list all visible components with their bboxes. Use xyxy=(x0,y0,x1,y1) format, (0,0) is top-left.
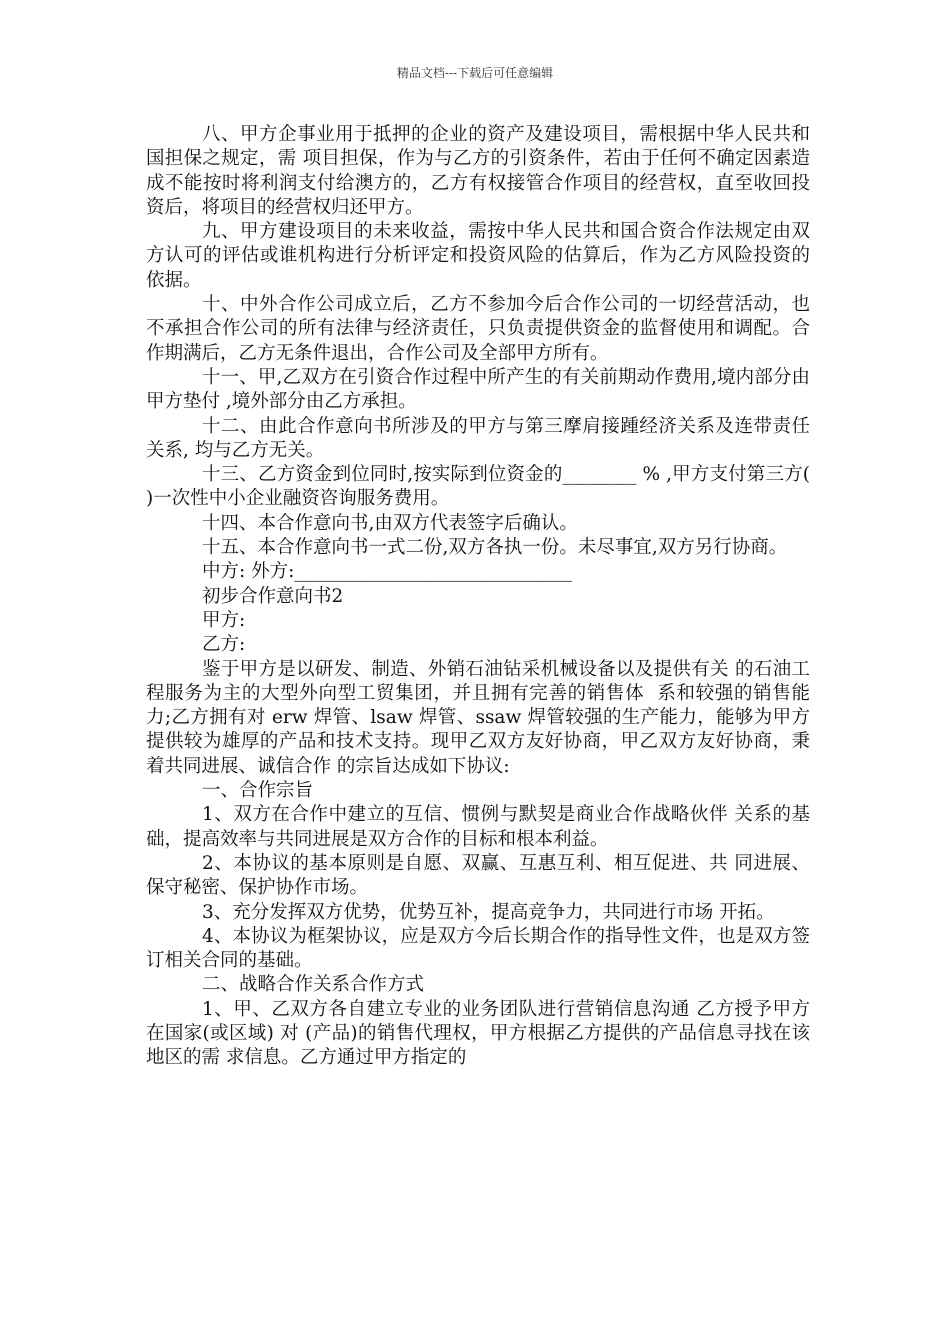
party-b-label: 乙方: xyxy=(202,634,246,656)
paragraph-8: 八、甲方企事业用于抵押的企业的资产及建设项目，需根据中华人民共和国担保之规定，需 项目担保，作为与乙方的引资条件，若由于任何不确定因素造成不能按时将利润支付给澳方的，乙方有权接管合作项目的经营权，直至收回投资后，将项目的经营权归还甲方。 xyxy=(146,124,810,218)
section-heading-2: 二、战略合作关系合作方式 xyxy=(202,974,425,996)
document-2-title: 初步合作意向书2 xyxy=(202,585,344,607)
party-a-label: 甲方: xyxy=(202,609,246,631)
clause-1-2: 2、本协议的基本原则是自愿、双赢、互惠互利、相互促进、共 同进展、保守秘密、保护协作市场。 xyxy=(146,852,810,899)
section-heading-1: 一、合作宗旨 xyxy=(202,780,314,802)
paragraph-10: 十、中外合作公司成立后，乙方不参加今后合作公司的一切经营活动，也不承担合作公司的所有法律与经济责任，只负责提供资金的监督使用和调配。合作期满后，乙方无条件退出，合作公司及全部甲方所有。 xyxy=(146,294,810,364)
paragraph-14: 十四、本合作意向书,由双方代表签字后确认。 xyxy=(202,512,578,534)
document-body xyxy=(146,123,816,1071)
signature-line: 中方: 外方:______________________________ xyxy=(202,561,572,583)
preamble-paragraph: 鉴于甲方是以研发、制造、外销石油钻采机械设备以及提供有关 的石油工程服务为主的大型外向型工贸集团，并且拥有完善的销售体 系和较强的销售能力;乙方拥有对 erw 焊管、lsaw 焊管、ssaw 焊管较强的生产能力，能够为甲方提供较为雄厚的产品和技术支持。现甲乙双方友好协商，甲乙双方友好协商，秉着共同进展、诚信合作 的宗旨达成如下协议: xyxy=(146,658,810,777)
paragraph-13: 十三、乙方资金到位同时,按实际到位资金的________ % ,甲方支付第三方( )一次性中小企业融资咨询服务费用。 xyxy=(146,464,816,510)
clause-2-1: 1、甲、乙双方各自建立专业的业务团队进行营销信息沟通 乙方授予甲方在国家(或区域) 对 (产品)的销售代理权，甲方根据乙方提供的产品信息寻找在该地区的需 求信息。乙方通过甲方指定的 xyxy=(146,998,810,1069)
clause-1-4: 4、本协议为框架协议，应是双方今后长期合作的指导性文件，也是双方签订相关合同的基础。 xyxy=(146,925,810,972)
paragraph-15: 十五、本合作意向书一式二份,双方各执一份。未尽事宜,双方另行协商。 xyxy=(202,537,788,559)
paragraph-9: 九、甲方建设项目的未来收益，需按中华人民共和国合资合作法规定由双方认可的评估或谁机构进行分析评定和投资风险的估算后，作为乙方风险投资的依据。 xyxy=(146,221,810,291)
clause-1-3: 3、充分发挥双方优势，优势互补，提高竞争力，共同进行市场 开拓。 xyxy=(202,901,775,923)
paragraph-12: 十二、由此合作意向书所涉及的甲方与第三摩肩接踵经济关系及连带责任关系, 均与乙方无关。 xyxy=(146,415,810,461)
clause-1-1: 1、双方在合作中建立的互信、惯例与默契是商业合作战略伙伴 关系的基础，提高效率与共同进展是双方合作的目标和根本利益。 xyxy=(146,804,810,850)
page-header: 精品文档---下载后可任意编辑 xyxy=(396,66,554,80)
paragraph-11: 十一、甲,乙双方在引资合作过程中所产生的有关前期动作费用,境内部分由甲方垫付 ,境外部分由乙方承担。 xyxy=(146,366,810,413)
